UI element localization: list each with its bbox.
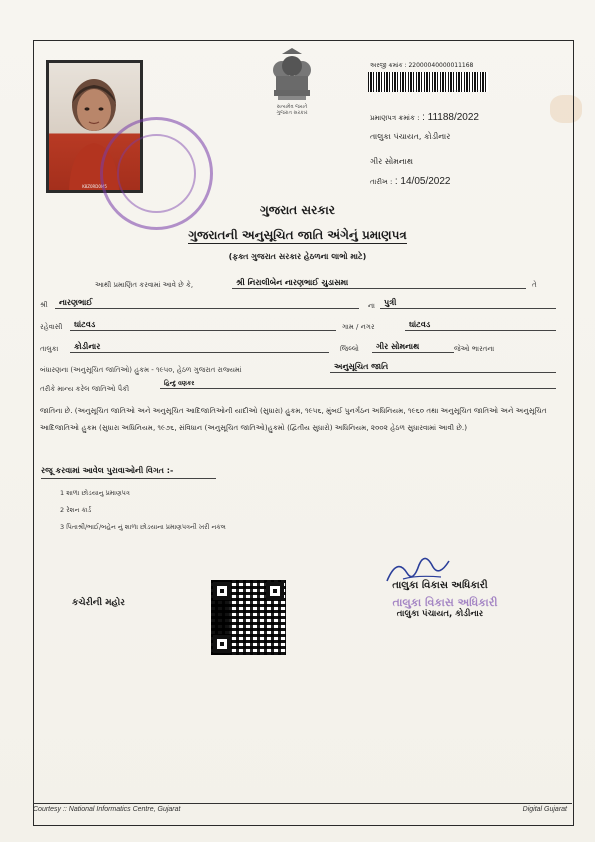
certificate-number-row [370, 112, 479, 123]
taluka-label: તાલુકા [40, 345, 59, 353]
emblem-caption: સત્યમેવ જયતે ગુજરાત સરકાર [276, 104, 308, 116]
document-item-3: 3 પિતાશ્રી/ભાઈ/બહેન નું શાળા છોડયાના પ્રમાણપત્રની ખરી નકલ [60, 523, 226, 531]
document-item-2: 2 રેશન કાર્ડ [60, 506, 92, 514]
certificate-title [0, 228, 595, 243]
certificate-title-text: ગુજરાતની અનુસૂચિત જાતિ અંગેનું પ્રમાણપત્ર [188, 228, 407, 242]
applicant-name: શ્રી નિરાલીબેન નારણભાઈ ચુડાસમા [232, 278, 526, 289]
father-name: નારણભાઈ [55, 298, 359, 309]
officer-title: તાલુકા વિકાસ અધિકારી [392, 580, 488, 591]
india-text: જેઓ ભારતના [454, 345, 495, 353]
issuing-district: ગીર સોમનાથ [370, 157, 413, 166]
footer-brand: Digital Gujarat [522, 806, 567, 813]
relation: પુત્રી [380, 298, 556, 309]
certify-text: આથી પ્રમાણિત કરવામાં આવે છે કે, [95, 281, 194, 289]
legal-paragraph: જાતિના છે. (અનુસૂચિત જાતિઓ અને અનુસૂચિત આદિજાતિઓની યાદીઓ (સુધારા) હુકમ, ૧૯૫૬, મુંબઈ પુનર્ગઠન અધિનિયમ, ૧૯૬૦ તથા અનુસૂચિત જાતિઓ અને અનુસૂચિત આદિજાતિઓ હુકમ (સુધારા અધિનિયમ, ૧૯૭૬, સંવિધાન (અનુસૂચિત જાતિઓ)હુકમો (દ્વિતીય સુધારો) અધિનિયમ, ૨૦૦૨ હેઠળ સુધારવામાં આવી છે.) [40, 406, 547, 432]
officer-stamp: તાલુકા વિકાસ અધિકારી [392, 596, 498, 609]
subcaste: હિન્દુ વણકર [160, 380, 556, 389]
district-label: જિલ્લો [340, 345, 359, 353]
district-value: ગીર સોમનાથ [372, 342, 454, 353]
certificate-number-label: પ્રમાણપત્ર ક્રમાંક : [370, 114, 420, 122]
documents-title: રજૂ કરવામાં આવેલ પુરાવાઓની વિગત :- [41, 466, 216, 479]
te-text: તે [532, 281, 537, 289]
certificate-number: : 11188/2022 [422, 112, 479, 123]
document-item-1: 1 શાળા છોડયાનુ પ્રમાણપત્ર [60, 489, 130, 497]
father-prefix: શ્રી [40, 301, 48, 309]
barcode [368, 72, 488, 92]
resident-label: રહેવાસી [40, 323, 63, 331]
photo-caption: K8Z0RD0M5 [82, 184, 107, 189]
caste-value: અનુસૂચિત જાતિ [330, 362, 556, 373]
issuing-office: તાલુકા પંચાયત, કોડીનાર [370, 132, 451, 141]
issue-date: : 14/05/2022 [394, 176, 451, 187]
national-emblem-icon [266, 46, 318, 106]
resident-value: ઘાંટવડ [70, 320, 336, 331]
order-text: બંધારણના (અનુસૂચિત જાતિઓ) હુકમ - ૧૯૫૦, હેઠળ ગુજરાત રાજ્યમાં [40, 366, 242, 374]
date-label: તારીખ : [370, 178, 393, 186]
footer-courtesy: Courtesy :: National Informatics Centre, Gujarat [33, 806, 181, 813]
recognized-text: તરીકે માન્ય કરેલ જાતિઓ પૈકી [40, 385, 130, 393]
qr-code [211, 580, 286, 655]
date-row [370, 176, 450, 187]
village-label: ગામ / નગર [342, 323, 375, 331]
taluka-value: કોડીનાર [70, 342, 329, 353]
government-title: ગુજરાત સરકાર [260, 203, 335, 217]
application-number: અરજી ક્રમાંક : 22000040000011168 [370, 62, 474, 69]
office-stamp-label: કચેરીની મહોર [72, 598, 125, 608]
officer-office: તાલુકા પંચાયત, કોડીનાર [396, 609, 484, 619]
footer-divider [33, 803, 572, 804]
na-text: ના [368, 302, 375, 310]
certificate-purpose: (ફક્ત ગુજરાત સરકાર હેઠળના લાભો માટે) [228, 252, 367, 261]
village-value: ઘાંટવડ [405, 320, 556, 331]
